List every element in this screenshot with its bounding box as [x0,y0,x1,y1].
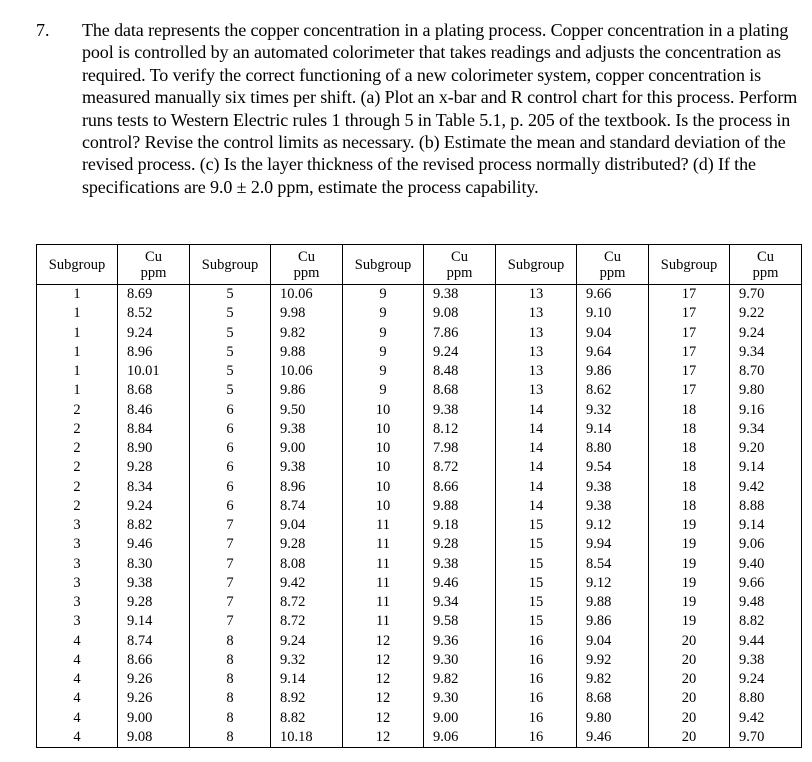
subgroup-cell: 13 [496,304,577,323]
cu-value-cell: 9.40 [730,555,802,574]
cu-value-cell: 9.06 [424,728,496,748]
cu-value-cell: 9.14 [577,420,649,439]
cu-value-cell: 9.38 [271,458,343,477]
cu-value-cell: 8.74 [118,632,190,651]
subgroup-cell: 8 [190,709,271,728]
cu-value-cell: 9.38 [118,574,190,593]
subgroup-cell: 9 [343,362,424,381]
cu-value-cell: 9.32 [271,651,343,670]
cu-value-cell: 9.16 [730,401,802,420]
subgroup-cell: 10 [343,478,424,497]
table-row [37,593,802,612]
cu-value-cell: 9.00 [424,709,496,728]
cu-value-cell: 9.06 [730,535,802,554]
subgroup-cell: 4 [37,689,118,708]
subgroup-cell: 18 [649,439,730,458]
header-ppm-label: ppm [752,264,779,281]
cu-value-cell: 8.80 [577,439,649,458]
cu-value-cell: 8.90 [118,439,190,458]
subgroup-cell: 19 [649,535,730,554]
cu-value-cell: 9.38 [424,555,496,574]
cu-value-cell: 8.84 [118,420,190,439]
subgroup-cell: 7 [190,555,271,574]
subgroup-cell: 17 [649,304,730,323]
subgroup-cell: 9 [343,343,424,362]
subgroup-cell: 5 [190,324,271,343]
subgroup-cell: 12 [343,709,424,728]
cu-value-cell: 9.92 [577,651,649,670]
cu-value-cell: 9.04 [577,632,649,651]
cu-value-cell: 8.12 [424,420,496,439]
subgroup-cell: 14 [496,401,577,420]
cu-value-cell: 8.52 [118,304,190,323]
subgroup-cell: 11 [343,555,424,574]
subgroup-cell: 16 [496,651,577,670]
subgroup-cell: 11 [343,516,424,535]
header-cu-label: Cu [145,248,162,265]
subgroup-cell: 12 [343,689,424,708]
header-cu-label: Cu [604,248,621,265]
cu-value-cell: 8.72 [424,458,496,477]
cu-value-cell: 9.42 [730,709,802,728]
cu-value-cell: 8.74 [271,497,343,516]
subgroup-cell: 17 [649,285,730,305]
cu-value-cell: 9.34 [730,420,802,439]
subgroup-cell: 14 [496,458,577,477]
subgroup-cell: 2 [37,420,118,439]
subgroup-cell: 15 [496,612,577,631]
cu-value-cell: 9.64 [577,343,649,362]
subgroup-cell: 9 [343,304,424,323]
subgroup-cell: 2 [37,401,118,420]
subgroup-cell: 10 [343,458,424,477]
table-row [37,381,802,400]
subgroup-cell: 11 [343,574,424,593]
cu-value-cell: 8.82 [118,516,190,535]
subgroup-cell: 14 [496,439,577,458]
subgroup-cell: 14 [496,420,577,439]
cu-value-cell: 8.82 [271,709,343,728]
cu-value-cell: 9.14 [730,458,802,477]
subgroup-cell: 13 [496,285,577,305]
cu-value-cell: 9.80 [577,709,649,728]
subgroup-cell: 1 [37,381,118,400]
subgroup-cell: 11 [343,612,424,631]
table-row [37,709,802,728]
subgroup-cell: 12 [343,651,424,670]
cu-value-cell: 9.98 [271,304,343,323]
cu-value-cell: 8.68 [424,381,496,400]
subgroup-cell: 15 [496,535,577,554]
copper-data-table [36,244,802,748]
subgroup-cell: 10 [343,497,424,516]
cu-value-cell: 9.24 [118,497,190,516]
header-ppm-label: ppm [293,264,320,281]
cu-value-cell: 9.36 [424,632,496,651]
cu-value-cell: 9.38 [424,285,496,305]
subgroup-cell: 15 [496,516,577,535]
table-row [37,651,802,670]
subgroup-cell: 7 [190,535,271,554]
cu-value-cell: 8.88 [730,497,802,516]
subgroup-cell: 7 [190,516,271,535]
cu-value-cell: 10.06 [271,285,343,305]
cu-value-cell: 8.96 [271,478,343,497]
cu-value-cell: 9.00 [271,439,343,458]
subgroup-cell: 2 [37,497,118,516]
subgroup-cell: 1 [37,304,118,323]
cu-value-cell: 9.14 [271,670,343,689]
cu-value-cell: 9.14 [730,516,802,535]
subgroup-cell: 16 [496,728,577,748]
subgroup-cell: 8 [190,728,271,748]
cu-value-cell: 9.20 [730,439,802,458]
cu-value-cell: 9.30 [424,651,496,670]
cu-value-cell: 8.08 [271,555,343,574]
cu-value-cell: 9.58 [424,612,496,631]
subgroup-cell: 18 [649,497,730,516]
subgroup-cell: 17 [649,324,730,343]
subgroup-cell: 9 [343,324,424,343]
header-cu-label: Cu [298,248,315,265]
subgroup-cell: 7 [190,612,271,631]
cu-value-cell: 8.69 [118,285,190,305]
subgroup-cell: 10 [343,439,424,458]
subgroup-cell: 1 [37,362,118,381]
table-row [37,612,802,631]
subgroup-cell: 17 [649,381,730,400]
cu-value-cell: 9.66 [577,285,649,305]
cu-value-cell: 9.24 [118,324,190,343]
cu-value-cell: 9.28 [118,458,190,477]
subgroup-cell: 20 [649,670,730,689]
cu-value-cell: 9.38 [271,420,343,439]
cu-value-cell: 7.98 [424,439,496,458]
table-body [37,285,802,748]
cu-value-cell: 9.04 [271,516,343,535]
header-subgroup: Subgroup [37,245,118,285]
subgroup-cell: 5 [190,343,271,362]
header-subgroup: Subgroup [649,245,730,285]
cu-value-cell: 9.18 [424,516,496,535]
cu-value-cell: 9.34 [424,593,496,612]
cu-value-cell: 9.24 [271,632,343,651]
subgroup-cell: 16 [496,709,577,728]
cu-value-cell: 9.82 [577,670,649,689]
subgroup-cell: 2 [37,478,118,497]
subgroup-cell: 12 [343,670,424,689]
subgroup-cell: 9 [343,285,424,305]
subgroup-cell: 10 [343,420,424,439]
table-row [37,285,802,305]
cu-value-cell: 9.12 [577,516,649,535]
table-row [37,420,802,439]
subgroup-cell: 19 [649,516,730,535]
subgroup-cell: 15 [496,593,577,612]
table-row [37,362,802,381]
table-row [37,478,802,497]
subgroup-cell: 17 [649,362,730,381]
cu-value-cell: 9.46 [424,574,496,593]
cu-value-cell: 9.14 [118,612,190,631]
subgroup-cell: 14 [496,478,577,497]
question-number: 7. [36,20,50,40]
subgroup-cell: 2 [37,458,118,477]
subgroup-cell: 1 [37,324,118,343]
subgroup-cell: 13 [496,362,577,381]
cu-value-cell: 9.42 [271,574,343,593]
subgroup-cell: 7 [190,574,271,593]
cu-value-cell: 9.48 [730,593,802,612]
header-cu-label: Cu [757,248,774,265]
cu-value-cell: 9.10 [577,304,649,323]
subgroup-cell: 4 [37,632,118,651]
subgroup-cell: 20 [649,689,730,708]
table-row [37,343,802,362]
header-cu-label: Cu [451,248,468,265]
subgroup-cell: 6 [190,497,271,516]
table-row [37,574,802,593]
cu-value-cell: 9.24 [424,343,496,362]
cu-value-cell: 9.12 [577,574,649,593]
subgroup-cell: 12 [343,632,424,651]
cu-value-cell: 9.46 [577,728,649,748]
cu-value-cell: 8.34 [118,478,190,497]
cu-value-cell: 9.08 [118,728,190,748]
header-ppm-label: ppm [599,264,626,281]
subgroup-cell: 6 [190,478,271,497]
cu-value-cell: 9.28 [271,535,343,554]
cu-value-cell: 9.28 [424,535,496,554]
subgroup-cell: 4 [37,709,118,728]
header-subgroup: Subgroup [343,245,424,285]
cu-value-cell: 9.70 [730,285,802,305]
table-row [37,497,802,516]
subgroup-cell: 5 [190,381,271,400]
cu-value-cell: 9.38 [577,497,649,516]
cu-value-cell: 9.86 [271,381,343,400]
subgroup-cell: 13 [496,343,577,362]
cu-value-cell: 9.24 [730,324,802,343]
cu-value-cell: 10.01 [118,362,190,381]
cu-value-cell: 8.48 [424,362,496,381]
subgroup-cell: 1 [37,343,118,362]
subgroup-cell: 17 [649,343,730,362]
subgroup-cell: 13 [496,381,577,400]
subgroup-cell: 6 [190,420,271,439]
cu-value-cell: 8.46 [118,401,190,420]
subgroup-cell: 3 [37,555,118,574]
cu-value-cell: 9.86 [577,362,649,381]
subgroup-cell: 11 [343,593,424,612]
cu-value-cell: 9.30 [424,689,496,708]
cu-value-cell: 9.42 [730,478,802,497]
cu-value-cell: 9.28 [118,593,190,612]
table-row [37,689,802,708]
table-row [37,535,802,554]
cu-value-cell: 8.62 [577,381,649,400]
subgroup-cell: 19 [649,555,730,574]
subgroup-cell: 11 [343,535,424,554]
cu-value-cell: 9.26 [118,689,190,708]
cu-value-cell: 9.38 [424,401,496,420]
subgroup-cell: 8 [190,632,271,651]
subgroup-cell: 9 [343,381,424,400]
table-row [37,516,802,535]
subgroup-cell: 15 [496,555,577,574]
subgroup-cell: 3 [37,574,118,593]
subgroup-cell: 5 [190,304,271,323]
cu-value-cell: 9.82 [271,324,343,343]
subgroup-cell: 7 [190,593,271,612]
cu-value-cell: 9.00 [118,709,190,728]
table-row [37,670,802,689]
subgroup-cell: 2 [37,439,118,458]
header-cu-ppm [424,245,496,285]
header-ppm-label: ppm [446,264,473,281]
subgroup-cell: 10 [343,401,424,420]
subgroup-cell: 6 [190,458,271,477]
subgroup-cell: 19 [649,612,730,631]
table-header-row [37,245,802,285]
subgroup-cell: 18 [649,401,730,420]
cu-value-cell: 8.68 [577,689,649,708]
table-row [37,555,802,574]
subgroup-cell: 20 [649,728,730,748]
cu-value-cell: 8.68 [118,381,190,400]
cu-value-cell: 9.08 [424,304,496,323]
subgroup-cell: 5 [190,362,271,381]
subgroup-cell: 6 [190,401,271,420]
subgroup-cell: 18 [649,420,730,439]
cu-value-cell: 9.88 [271,343,343,362]
subgroup-cell: 19 [649,574,730,593]
subgroup-cell: 16 [496,632,577,651]
subgroup-cell: 18 [649,478,730,497]
cu-value-cell: 8.66 [118,651,190,670]
cu-value-cell: 9.34 [730,343,802,362]
cu-value-cell: 9.80 [730,381,802,400]
subgroup-cell: 12 [343,728,424,748]
subgroup-cell: 8 [190,689,271,708]
subgroup-cell: 4 [37,728,118,748]
cu-value-cell: 8.66 [424,478,496,497]
cu-value-cell: 9.04 [577,324,649,343]
subgroup-cell: 16 [496,670,577,689]
cu-value-cell: 8.80 [730,689,802,708]
subgroup-cell: 8 [190,670,271,689]
cu-value-cell: 9.44 [730,632,802,651]
cu-value-cell: 9.50 [271,401,343,420]
cu-value-cell: 9.88 [577,593,649,612]
subgroup-cell: 14 [496,497,577,516]
cu-value-cell: 8.70 [730,362,802,381]
subgroup-cell: 15 [496,574,577,593]
cu-value-cell: 9.22 [730,304,802,323]
table-row [37,632,802,651]
table-row [37,304,802,323]
cu-value-cell: 9.26 [118,670,190,689]
cu-value-cell: 9.94 [577,535,649,554]
table-row [37,401,802,420]
cu-value-cell: 9.88 [424,497,496,516]
header-subgroup: Subgroup [496,245,577,285]
cu-value-cell: 9.70 [730,728,802,748]
cu-value-cell: 8.72 [271,593,343,612]
cu-value-cell: 9.54 [577,458,649,477]
subgroup-cell: 16 [496,689,577,708]
cu-value-cell: 10.06 [271,362,343,381]
subgroup-cell: 4 [37,670,118,689]
question-text: The data represents the copper concentration in a plating process. Copper concentration in a plating pool is controlled by an automated colorimeter that takes readings and adjusts the concentration as required. To verify the correct functioning of a new colorimeter system, copper concentration is measured manually six times per shift. (a) Plot an x-bar and R control chart for this process. Perform runs tests to Western Electric rules 1 through 5 in Table 5.1, p. 205 of the textbook. Is the process in control? Revise the control limits as necessary. (b) Estimate the mean and standard deviation of the revised process. (c) Is the layer thickness of the revised process normally distributed? (d) If the specifications are 9.0 ± 2.0 ppm, estimate the process capability. [82,20,798,197]
cu-value-cell: 8.82 [730,612,802,631]
subgroup-cell: 20 [649,709,730,728]
cu-value-cell: 9.32 [577,401,649,420]
subgroup-cell: 8 [190,651,271,670]
cu-value-cell: 9.86 [577,612,649,631]
subgroup-cell: 20 [649,651,730,670]
subgroup-cell: 20 [649,632,730,651]
cu-value-cell: 10.18 [271,728,343,748]
subgroup-cell: 3 [37,593,118,612]
table-row [37,439,802,458]
header-cu-ppm [730,245,802,285]
subgroup-cell: 3 [37,612,118,631]
subgroup-cell: 3 [37,535,118,554]
cu-value-cell: 8.54 [577,555,649,574]
header-ppm-label: ppm [140,264,167,281]
subgroup-cell: 18 [649,458,730,477]
subgroup-cell: 19 [649,593,730,612]
subgroup-cell: 13 [496,324,577,343]
subgroup-cell: 6 [190,439,271,458]
cu-value-cell: 8.30 [118,555,190,574]
subgroup-cell: 1 [37,285,118,305]
table-row [37,728,802,748]
cu-value-cell: 9.38 [577,478,649,497]
header-cu-ppm [118,245,190,285]
cu-value-cell: 9.66 [730,574,802,593]
subgroup-cell: 3 [37,516,118,535]
cu-value-cell: 9.38 [730,651,802,670]
cu-value-cell: 9.46 [118,535,190,554]
cu-value-cell: 8.72 [271,612,343,631]
table-row [37,324,802,343]
header-subgroup: Subgroup [190,245,271,285]
cu-value-cell: 8.96 [118,343,190,362]
header-cu-ppm [271,245,343,285]
cu-value-cell: 9.82 [424,670,496,689]
cu-value-cell: 9.24 [730,670,802,689]
subgroup-cell: 4 [37,651,118,670]
subgroup-cell: 5 [190,285,271,305]
cu-value-cell: 7.86 [424,324,496,343]
header-cu-ppm [577,245,649,285]
table-row [37,458,802,477]
cu-value-cell: 8.92 [271,689,343,708]
